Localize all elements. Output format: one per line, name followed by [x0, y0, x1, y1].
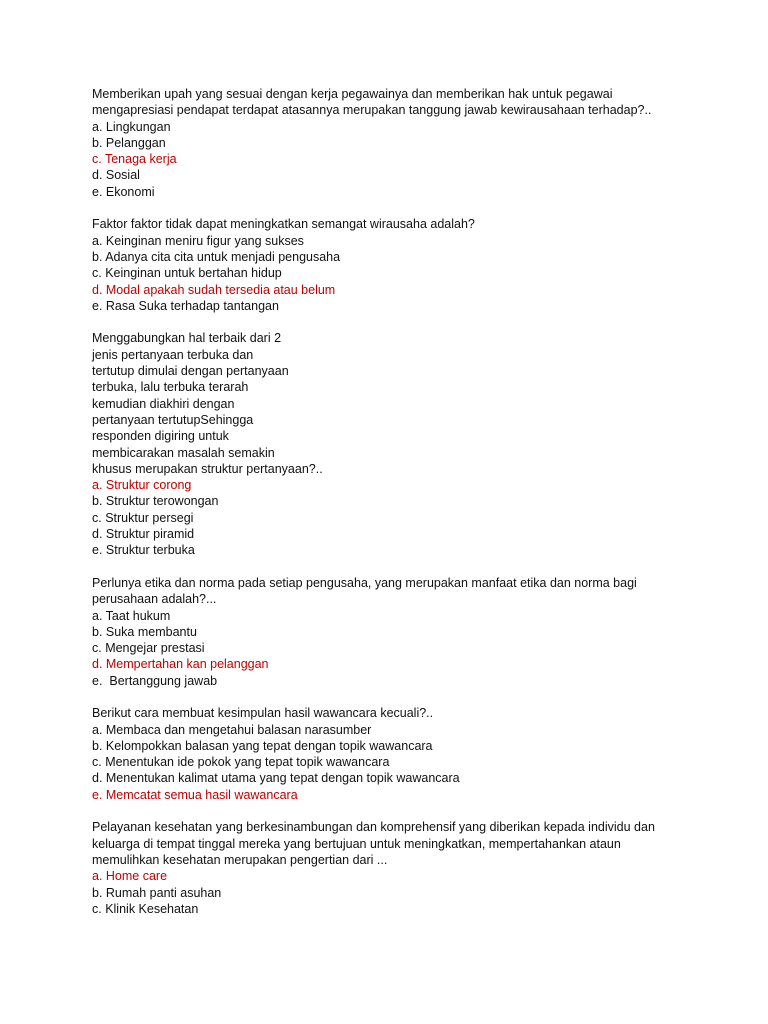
option-d: d. Modal apakah sudah tersedia atau belum [92, 282, 336, 297]
option-e: e. Rasa Suka terhadap tantangan [92, 298, 279, 313]
option-a: a. Keinginan meniru figur yang sukses [92, 233, 304, 248]
question-2 [92, 216, 732, 314]
option-a: a. Lingkungan [92, 119, 171, 134]
option-e: e. Bertanggung jawab [92, 673, 218, 688]
question-text: Berikut cara membuat kesimpulan hasil wawancara kecuali?.. [92, 706, 434, 721]
option-a: a. Struktur corong [92, 478, 192, 493]
option-e: e. Ekonomi [92, 184, 155, 199]
option-b: b. Struktur terowongan [92, 494, 219, 509]
option-a: a. Membaca dan mengetahui balasan narasumber [92, 722, 372, 737]
question-text: Perlunya etika dan norma pada setiap pengusaha, yang merupakan manfaat etika dan norma bagi perusahaan adalah?... [92, 575, 637, 607]
question-4 [92, 575, 732, 689]
option-b: b. Suka membantu [92, 624, 197, 639]
option-c: c. Struktur persegi [92, 510, 194, 525]
option-b: b. Adanya cita cita untuk menjadi pengusaha [92, 249, 341, 264]
document-page [92, 86, 732, 933]
option-c: c. Tenaga kerja [92, 152, 177, 167]
option-b: b. Rumah panti asuhan [92, 885, 222, 900]
option-c: c. Keinginan untuk bertahan hidup [92, 266, 282, 281]
question-text: Faktor faktor tidak dapat meningkatkan semangat wirausaha adalah? [92, 217, 475, 232]
question-text: Pelayanan kesehatan yang berkesinambungan dan komprehensif yang diberikan kepada individu dan keluarga di tempat tinggal mereka yang bertujuan untuk meningkatkan, mempertahankan ataun memulihkan kesehatan merupakan pengertian dari ... [92, 820, 655, 867]
option-e: e. Memcatat semua hasil wawancara [92, 787, 298, 802]
option-d: d. Struktur piramid [92, 527, 195, 542]
question-text: Menggabungkan hal terbaik dari 2 jenis pertanyaan terbuka dan tertutup dimulai dengan pertanyaan terbuka, lalu terbuka terarah kemudian diakhiri dengan pertanyaan tertutupSehingga responden digiring untuk membicarakan masalah semakin khusus merupakan struktur pertanyaan?.. [92, 331, 323, 476]
option-d: d. Sosial [92, 168, 140, 183]
option-c: c. Klinik Kesehatan [92, 901, 199, 916]
question-text: Memberikan upah yang sesuai dengan kerja pegawainya dan memberikan hak untuk pegawai mengapresiasi pendapat terdapat atasannya merupakan tanggung jawab kewirausahaan terhadap?.. [92, 87, 652, 118]
option-c: c. Menentukan ide pokok yang tepat topik wawancara [92, 755, 390, 770]
option-d: d. Menentukan kalimat utama yang tepat dengan topik wawancara [92, 771, 460, 786]
option-a: a. Taat hukum [92, 608, 171, 623]
option-c: c. Mengejar prestasi [92, 641, 205, 656]
option-b: b. Pelanggan [92, 135, 166, 150]
option-a: a. Home care [92, 869, 168, 884]
option-d: d. Mempertahan kan pelanggan [92, 657, 269, 672]
question-3 [92, 330, 732, 558]
question-6 [92, 819, 732, 917]
question-5 [92, 705, 732, 803]
option-b: b. Kelompokkan balasan yang tepat dengan topik wawancara [92, 738, 433, 753]
question-1 [92, 86, 732, 200]
option-e: e. Struktur terbuka [92, 543, 195, 558]
